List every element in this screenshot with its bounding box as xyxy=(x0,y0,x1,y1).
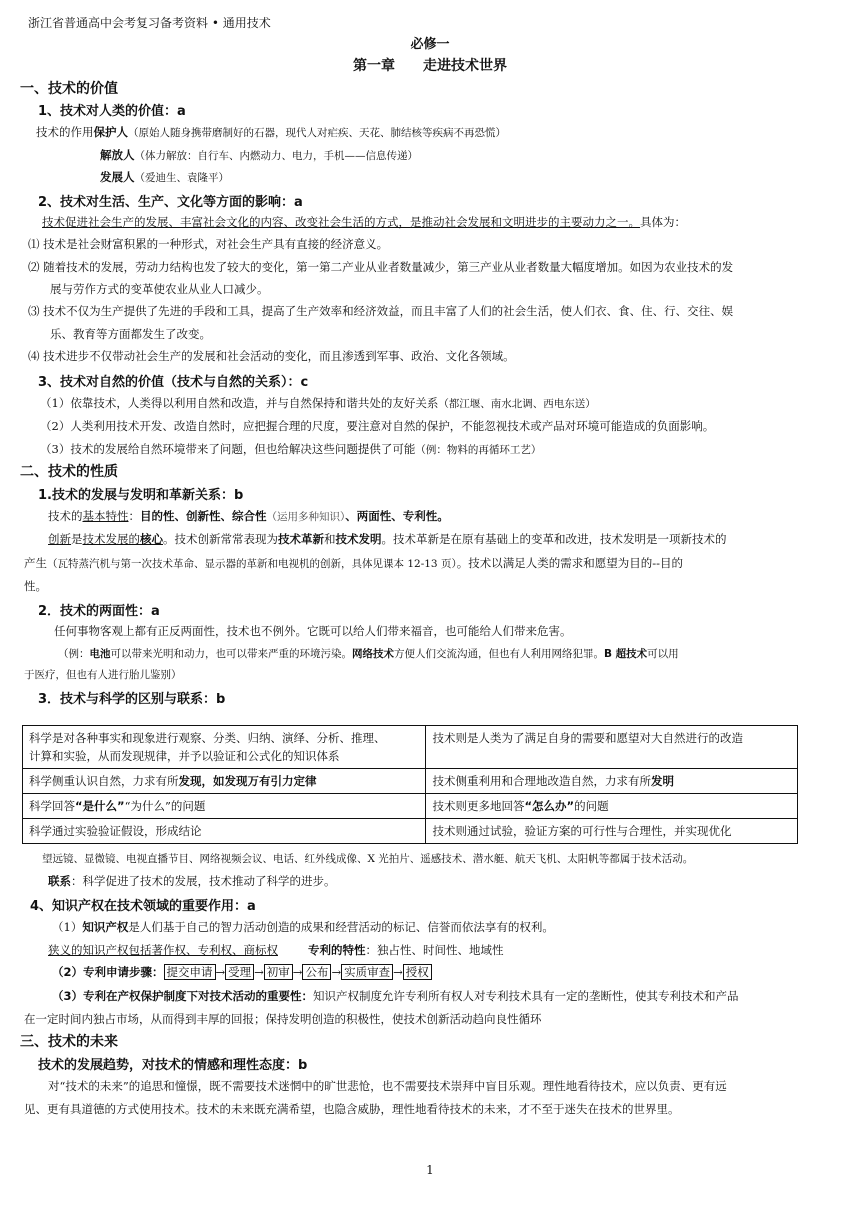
impact-point-3b: 乐、教育等方面都发生了改变。 xyxy=(50,327,211,341)
table-row xyxy=(23,794,798,819)
innov-u: 创新 xyxy=(48,532,71,546)
cell-text: “怎么办” xyxy=(524,799,575,813)
arrow-icon: → xyxy=(292,965,303,979)
innov-b2: 技术发明 xyxy=(335,532,382,546)
arrow-icon: → xyxy=(215,965,226,979)
two-sides-text: 任何事物客观上都有正反两面性，技术也不例外。它既可以给人们带来福音，也可能给人们带来危害。 xyxy=(54,624,572,638)
cell-text: 技术则是人类为了满足自身的需要和愿望对大自然进行的改造 xyxy=(432,731,743,745)
section-3-title: 三、技术的未来 xyxy=(20,1034,118,1050)
cell-text: 科学回答 xyxy=(29,799,75,813)
nature-3-note: （例：物料的再循环工艺） xyxy=(415,444,542,456)
nature-3-text: （3）技术的发展给自然环境带来了问题，但也给解决这些问题提供了可能 xyxy=(40,442,416,456)
cell-text: 技术侧重利用和合理地改造自然，力求有所 xyxy=(432,774,651,788)
impact-line xyxy=(42,214,686,230)
ex-pre: （例： xyxy=(58,648,90,660)
example-line-1 xyxy=(58,646,679,661)
ex-b3: B 超技术 xyxy=(604,648,648,660)
role-liberate-note: （体力解放：自行车、内燃动力、电力，手机——信息传递） xyxy=(134,150,418,162)
innovation-line-2 xyxy=(24,555,683,571)
chapter-title: 第一章 走进技术世界 xyxy=(353,58,507,74)
arrow-icon: → xyxy=(254,965,264,979)
innov-core: 核心 xyxy=(140,532,163,546)
ip-narrow: 狭义的知识产权包括著作权、专利权、商标权 xyxy=(48,943,278,957)
innov-mid: 是 xyxy=(71,532,83,546)
innov-line2b: 。技术以满足人类的需求和愿望为目的--目的 xyxy=(456,556,683,570)
role-protect-note: （原始人随身携带磨制好的石器，现代人对疟疾、天花、肺结核等疾病不再恐慌） xyxy=(128,127,506,139)
role-develop-note: （爱迪生、袁隆平） xyxy=(134,172,229,184)
s2-sub4: 4、知识产权在技术领域的重要作用：a xyxy=(30,899,256,914)
table-cell xyxy=(426,726,798,769)
ex-t1: 可以带来光明和动力，也可以带来严重的环境污染。 xyxy=(110,648,352,660)
innovation-line-3: 性。 xyxy=(24,579,47,593)
basic-bold1: 目的性、创新性、综合性 xyxy=(140,509,267,523)
nature-1-note: （都江堰、南水北调、西电东送） xyxy=(438,398,596,410)
step-box: 受理 xyxy=(225,964,254,980)
role-protect: 保护人 xyxy=(93,125,128,139)
role-intro: 技术的作用 xyxy=(36,125,94,139)
patent-importance-line-1 xyxy=(52,988,739,1004)
s1-sub3: 3、技术对自然的价值（技术与自然的关系）：c xyxy=(38,375,309,390)
table-row xyxy=(23,726,798,769)
nature-2: （2）人类利用技术开发、改造自然时，应把握合理的尺度，要注意对自然的保护，不能忽视技术或产品对环境可能造成的负面影响。 xyxy=(40,419,715,433)
nature-1-text: （1）依靠技术，人类得以利用自然和改造，并与自然保持和谐共处的友好关系 xyxy=(40,396,439,410)
table-cell xyxy=(23,794,426,819)
ex-b1: 电池 xyxy=(89,648,111,660)
s1-sub1: 1、技术对人类的价值：a xyxy=(38,104,186,119)
running-header: 浙江省普通高中会考复习备考资料 • 通用技术 xyxy=(28,16,271,30)
ip-pre: （1） xyxy=(52,920,83,934)
table-row xyxy=(23,769,798,794)
cell-text: 技术则更多地回答 xyxy=(432,799,525,813)
basic-bold2: 、两面性、专利性。 xyxy=(345,509,449,523)
role-liberate: 解放人 xyxy=(100,148,135,162)
table-cell xyxy=(426,769,798,794)
impact-point-1: ⑴ 技术是社会财富积累的一种形式，对社会生产具有直接的经济意义。 xyxy=(28,237,389,251)
example-line-2: 于医疗，但也有人进行胎儿鉴别） xyxy=(24,669,182,681)
future-text-1: 对“技术的未来”的追思和憧憬，既不需要技术迷惘中的旷世悲怆，也不需要技术崇拜中盲目乐观。理性地看待技术，应以负责、更有远 xyxy=(48,1079,727,1093)
s3-sub: 技术的发展趋势，对技术的情感和理性态度：b xyxy=(38,1058,308,1073)
s2-sub1: 1.技术的发展与发明和革新关系：b xyxy=(38,488,244,503)
innovation-line-1 xyxy=(48,531,727,547)
impact-main: 技术促进社会生产的发展、丰富社会文化的内容、改变社会生活的方式，是推动社会发展和文明进步的主要动力之一。 xyxy=(42,215,640,229)
cell-text: 科学是对各种事实和现象进行观察、分类、归纳、演绎、分析、推理、 xyxy=(29,731,386,745)
imp-bold: （3）专利在产权保护制度下对技术活动的重要性： xyxy=(52,989,313,1003)
arrow-icon: → xyxy=(331,965,342,979)
table-cell xyxy=(23,769,426,794)
role-develop-line xyxy=(100,169,229,185)
section-1-title: 一、技术的价值 xyxy=(20,81,118,97)
nature-1 xyxy=(40,395,596,411)
basic-u: 基本特性 xyxy=(82,509,129,523)
cell-text: “为什么”的问题 xyxy=(124,799,206,813)
innov-text1: 。技术创新常常表现为 xyxy=(163,532,278,546)
s2-sub3: 3．技术与科学的区别与联系：b xyxy=(38,692,226,707)
basic-small: （运用多种知识） xyxy=(266,511,346,523)
s2-sub2: 2．技术的两面性：a xyxy=(38,604,160,619)
innov-and: 和 xyxy=(324,532,336,546)
impact-tail: 具体为： xyxy=(640,215,686,229)
cell-text: 计算和实验，从而发现规律，并予以验证和公式化的知识体系 xyxy=(29,749,340,763)
ex-t2: 方便人们交流沟通，但也有人利用网络犯罪。 xyxy=(394,648,604,660)
impact-point-2b: 展与劳作方式的变革使农业从业人口减少。 xyxy=(50,282,269,296)
imp-text1: 知识产权制度允许专利所有权人对专利技术具有一定的垄断性，使其专利技术和产品 xyxy=(313,989,739,1003)
table-cell xyxy=(23,819,426,844)
ip-text: 是人们基于自己的智力活动创造的成果和经营活动的标记、信誉而依法享有的权利。 xyxy=(128,920,554,934)
page-number: 1 xyxy=(426,1163,434,1177)
tech-activity-list: 望远镜、显微镜、电视直播节目、网络视频会议、电话、红外线成像、X 光拍片、遥感技术、潜水艇、航天飞机、太阳帆等都属于技术活动。 xyxy=(42,853,694,865)
step-box: 实质审查 xyxy=(341,964,393,980)
ip-definition xyxy=(52,919,554,935)
link-label: 联系 xyxy=(48,874,71,888)
ex-b2: 网络技术 xyxy=(352,648,394,660)
steps-label: （2）专利申请步骤： xyxy=(52,965,164,979)
step-box: 授权 xyxy=(403,964,432,980)
step-box: 公布 xyxy=(302,964,331,980)
patent-text: ：独占性、时间性、地域性 xyxy=(365,943,504,957)
section-2-title: 二、技术的性质 xyxy=(20,464,118,480)
arrow-icon: → xyxy=(393,965,403,979)
innov-text2: 。技术革新是在原有基础上的变革和改进，技术发明是一项新技术的 xyxy=(381,532,727,546)
science-vs-technology-table xyxy=(22,725,798,844)
innov-b1: 技术革新 xyxy=(278,532,324,546)
future-text-2: 见、更有具道德的方式使用技术。技术的未来既充满希望，也隐含威胁，理性地看待技术的未来，才不至于迷失在技术的世界里。 xyxy=(24,1102,680,1116)
patent-label: 专利的特性 xyxy=(308,943,366,957)
cell-text: “是什么” xyxy=(75,799,125,813)
table-row xyxy=(23,819,798,844)
cell-text: 科学侧重认识自然，力求有所 xyxy=(29,774,179,788)
cell-text: 的问题 xyxy=(574,799,609,813)
cell-text: 科学通过实验验证假设，形成结论 xyxy=(29,824,202,838)
innov-u2: 技术发展的 xyxy=(82,532,140,546)
ip-bold: 知识产权 xyxy=(82,920,129,934)
patent-importance-line-2: 在一定时间内独占市场，从而得到丰厚的回报；保持发明创造的积极性，使技术创新活动趋向良性循环 xyxy=(24,1012,542,1026)
link-text: ：科学促进了技术的发展，技术推动了科学的进步。 xyxy=(71,874,336,888)
ip-narrow-line xyxy=(48,942,504,958)
basic-traits-line xyxy=(48,508,449,524)
basic-colon: ： xyxy=(128,509,140,523)
role-liberate-line xyxy=(100,147,418,163)
cell-text: 技术则通过试验，验证方案的可行性与合理性，并实现优化 xyxy=(432,824,732,838)
s1-sub2: 2、技术对生活、生产、文化等方面的影响：a xyxy=(38,195,303,210)
basic-pre: 技术的 xyxy=(48,509,83,523)
table-cell xyxy=(23,726,426,769)
step-box: 初审 xyxy=(264,964,293,980)
innov-line2-note: （瓦特蒸汽机与第一次技术革命、显示器的革新和电视机的创新，具体见课本 12-13 页） xyxy=(47,558,457,570)
table-cell xyxy=(426,794,798,819)
nature-3 xyxy=(40,441,541,457)
link-line xyxy=(48,873,336,889)
book-title: 必修一 xyxy=(410,37,450,52)
role-develop: 发展人 xyxy=(100,170,135,184)
cell-text: 发明 xyxy=(650,774,674,788)
ex-t3: 可以用 xyxy=(647,648,679,660)
role-protect-line xyxy=(36,124,506,140)
impact-point-4: ⑷ 技术进步不仅带动社会生产的发展和社会活动的变化，而且渗透到军事、政治、文化各领域。 xyxy=(28,349,515,363)
impact-point-2a: ⑵ 随着技术的发展，劳动力结构也发了较大的变化，第一第二产业从业者数量减少，第三产业从业者数量大幅度增加。如因为农业技术的发 xyxy=(28,260,734,274)
patent-steps-line xyxy=(52,964,432,980)
innov-line2a: 产生 xyxy=(24,556,47,570)
impact-point-3a: ⑶ 技术不仅为生产提供了先进的手段和工具，提高了生产效率和经济效益，而且丰富了人们的社会生活，使人们衣、食、住、行、交往、娱 xyxy=(28,304,734,318)
cell-text: 发现，如发现万有引力定律 xyxy=(178,774,317,788)
step-box: 提交申请 xyxy=(164,964,216,980)
table-cell xyxy=(426,819,798,844)
